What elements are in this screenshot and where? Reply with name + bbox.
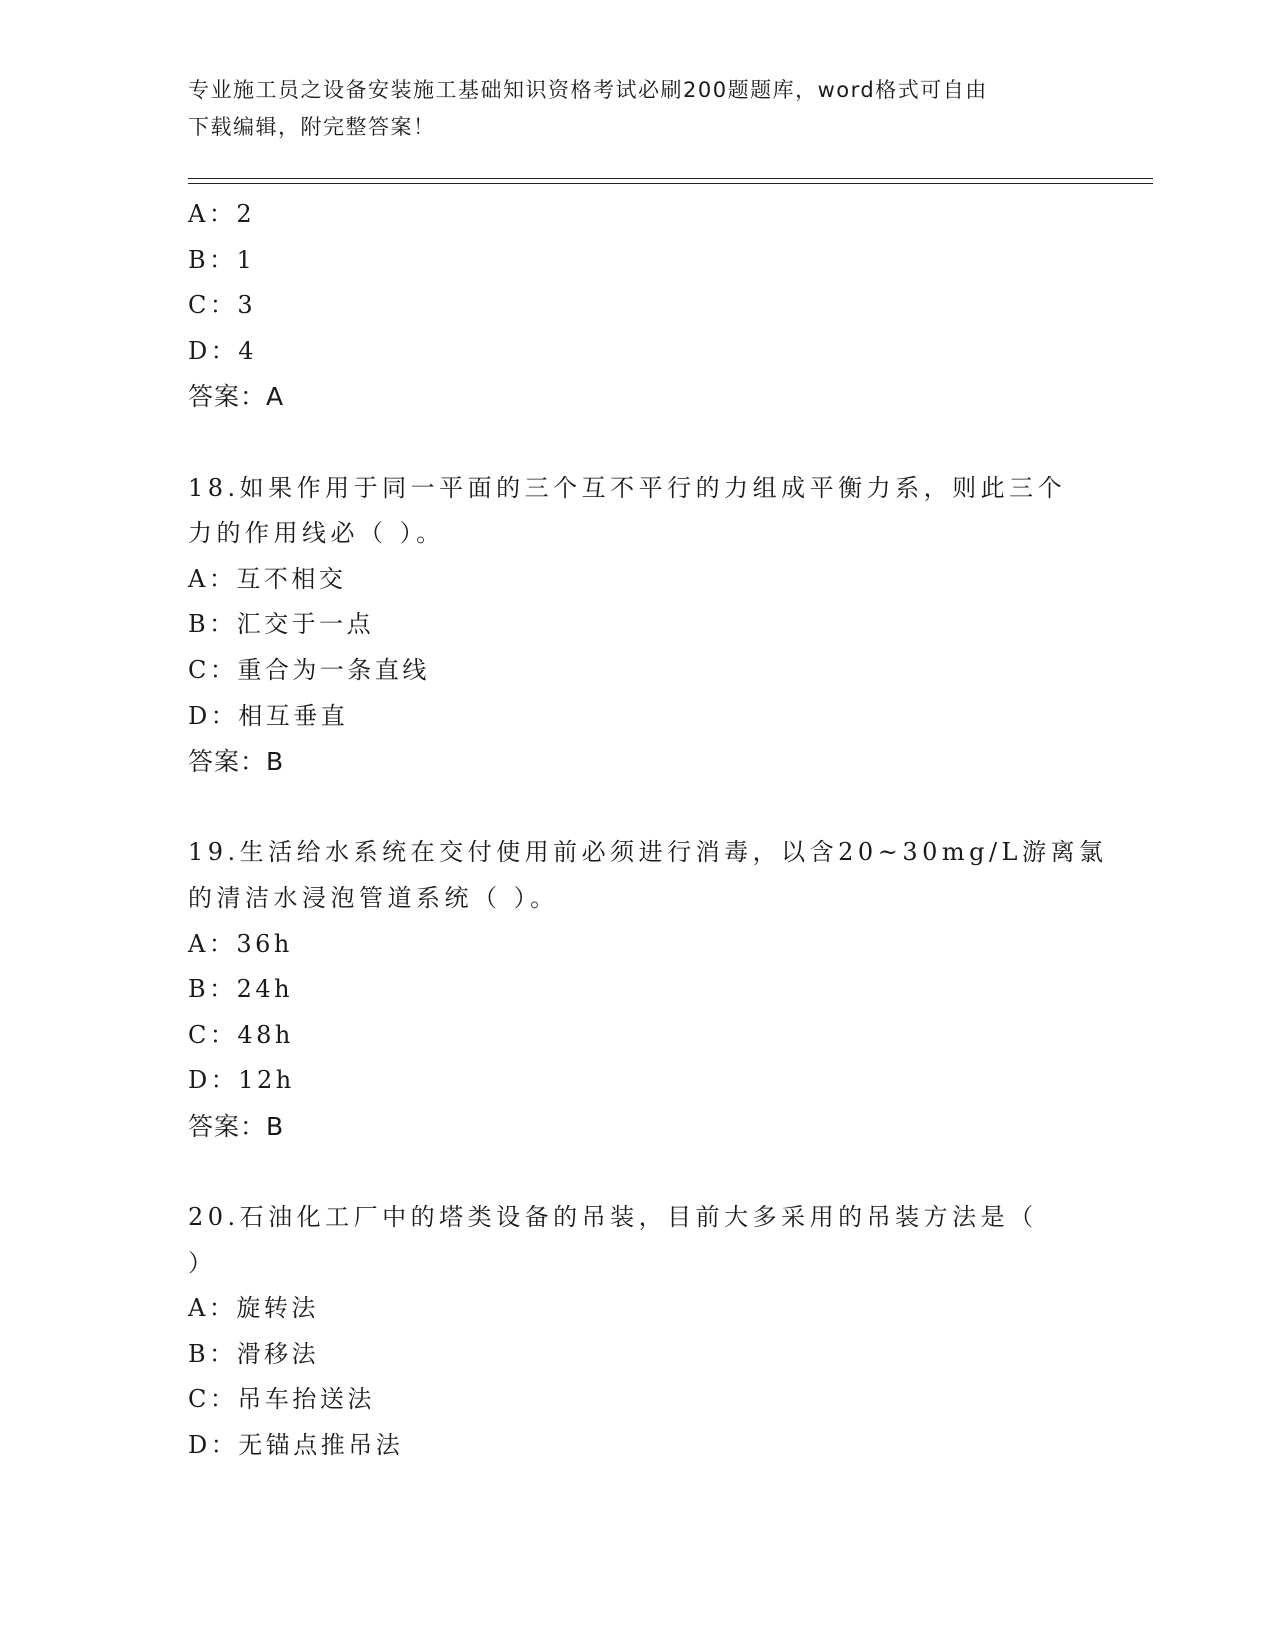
- option-text: 24h: [236, 975, 294, 1004]
- option-key: B: [188, 610, 210, 639]
- option-separator: ：: [210, 336, 239, 365]
- option-text: 4: [238, 336, 258, 365]
- option-separator: ：: [209, 1020, 238, 1049]
- question-stem-line-2: ）: [188, 1248, 217, 1277]
- option-d: [188, 1058, 1088, 1104]
- option-separator: ：: [209, 975, 237, 1004]
- question-stem-line-2: 的清洁水浸泡管道系统（ ）。: [188, 883, 559, 912]
- option-separator: ：: [210, 1066, 239, 1095]
- option-key: B: [188, 975, 210, 1004]
- option-text: 吊车抬送法: [237, 1385, 375, 1414]
- option-a: [188, 922, 1088, 968]
- option-separator: ：: [209, 1385, 238, 1414]
- question-stem-line-1: 20.石油化工厂中的塔类设备的吊装，目前大多采用的吊装方法是（: [188, 1203, 1038, 1232]
- option-separator: ：: [210, 701, 239, 730]
- option-key: D: [188, 1066, 211, 1095]
- option-separator: ：: [209, 610, 237, 639]
- answer-line: 答案：B: [188, 1111, 285, 1141]
- option-text: 1: [236, 245, 256, 274]
- spacer: [188, 1149, 1088, 1195]
- header-line-2: 下载编辑，附完整答案！: [188, 115, 436, 139]
- document-header: [188, 72, 1068, 146]
- option-separator: ：: [209, 245, 237, 274]
- option-separator: ：: [208, 564, 237, 593]
- option-a: [188, 192, 1088, 238]
- option-text: 旋转法: [236, 1294, 319, 1323]
- option-separator: ：: [208, 200, 237, 228]
- question-18-block: [188, 466, 1088, 785]
- question-stem-line-1: 19.生活给水系统在交付使用前必须进行消毒，以含20~30mg/L游离氯: [188, 838, 1108, 867]
- option-b: [188, 967, 1088, 1013]
- option-text: 48h: [237, 1020, 294, 1049]
- option-a: [188, 1286, 1088, 1332]
- option-text: 3: [237, 291, 257, 320]
- question-19-block: [188, 830, 1108, 1149]
- option-key: B: [188, 1339, 210, 1368]
- option-text: 重合为一条直线: [237, 655, 430, 684]
- option-text: 12h: [238, 1066, 295, 1095]
- option-key: A: [188, 929, 209, 958]
- option-key: C: [188, 655, 210, 684]
- prev-question-block: [188, 192, 1088, 420]
- spacer: [188, 785, 1088, 831]
- option-key: C: [188, 1385, 210, 1414]
- option-text: 2: [236, 200, 256, 228]
- option-b: [188, 1332, 1088, 1378]
- question-stem-line-2: 力的作用线必（ ）。: [188, 519, 445, 548]
- option-text: 36h: [236, 929, 293, 958]
- option-b: [188, 238, 1088, 284]
- option-key: D: [188, 336, 211, 365]
- option-key: D: [188, 701, 211, 730]
- option-separator: ：: [208, 1294, 237, 1323]
- option-key: A: [188, 1294, 209, 1323]
- answer-line: 答案：B: [188, 747, 285, 777]
- option-c: [188, 1377, 1088, 1423]
- option-text: 互不相交: [236, 564, 347, 593]
- spacer: [188, 420, 1088, 466]
- option-key: B: [188, 245, 210, 274]
- option-text: 无锚点推吊法: [238, 1431, 404, 1460]
- option-a: [188, 557, 1088, 603]
- question-content: [188, 192, 1108, 1469]
- option-key: D: [188, 1431, 211, 1460]
- option-key: A: [188, 564, 209, 593]
- option-d: [188, 1423, 1088, 1469]
- header-divider-top: [188, 178, 1153, 179]
- option-text: 滑移法: [236, 1339, 320, 1368]
- option-separator: ：: [209, 655, 238, 684]
- option-key: A: [188, 200, 209, 228]
- option-key: C: [188, 291, 210, 320]
- option-separator: ：: [209, 1339, 237, 1368]
- answer-line: 答案：A: [188, 382, 285, 412]
- question-20-block: [188, 1195, 1088, 1469]
- option-text: 相互垂直: [238, 701, 349, 730]
- option-c: [188, 648, 1088, 694]
- option-separator: ：: [210, 1431, 239, 1460]
- option-c: [188, 1013, 1088, 1059]
- option-d: [188, 329, 1088, 375]
- option-separator: ：: [209, 291, 238, 320]
- header-divider-bottom: [188, 183, 1153, 184]
- option-separator: ：: [208, 929, 237, 958]
- header-line-1: 专业施工员之设备安装施工基础知识资格考试必刷200题题库，word格式可自由: [188, 78, 988, 102]
- question-stem-line-1: 18.如果作用于同一平面的三个互不平行的力组成平衡力系，则此三个: [188, 473, 1067, 502]
- option-c: [188, 283, 1088, 329]
- option-key: C: [188, 1020, 210, 1049]
- option-d: [188, 694, 1088, 740]
- option-b: [188, 602, 1088, 648]
- option-text: 汇交于一点: [236, 610, 375, 639]
